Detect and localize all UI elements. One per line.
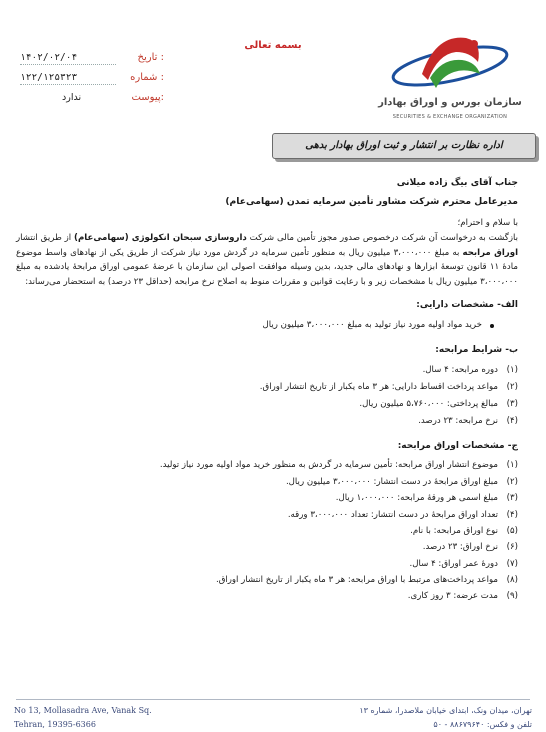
item-number: (۳) — [506, 493, 518, 504]
section-a-title: الف- مشخصات دارایی: — [416, 299, 518, 310]
item-text: موضوع انتشار اوراق مرابحه: تأمین سرمایه در گردش به منظور خرید مواد اولیه مورد نیاز تولید. — [159, 460, 498, 471]
list-item — [16, 573, 518, 589]
list-item — [16, 414, 518, 431]
item-number: (۸) — [506, 575, 518, 586]
date-value: ۱۴۰۲/۰۲/۰۴ — [20, 52, 78, 63]
instrument-name: اوراق مرابحه — [462, 247, 519, 258]
list-item — [16, 458, 518, 474]
footer-address-en-line2: Tehran, 19395-6366 — [14, 720, 96, 729]
list-item — [16, 540, 518, 556]
item-number: (۱) — [506, 460, 518, 471]
section-b-title: ب- شرایط مرابحه: — [435, 345, 518, 356]
logo-name: سازمان بورس و اوراق بهادار — [378, 97, 522, 108]
addressee-name: جناب آقای بیگ زاده میلانی — [396, 177, 518, 188]
item-number: (۹) — [506, 591, 518, 602]
main-paragraph — [16, 231, 518, 290]
list-item — [16, 397, 518, 414]
seo-logo — [370, 22, 530, 122]
department-title: اداره نظارت بر انتشار و ثبت اوراق بهادار بدهی — [272, 133, 536, 159]
number-row — [14, 72, 164, 92]
item-number: (۷) — [506, 558, 518, 569]
item-text: مواعد پرداخت‌های مرتبط با اوراق مرابحه: هر ۳ ماه یکبار از تاریخ انتشار اوراق. — [215, 575, 498, 586]
attachment-value: ندارد — [62, 92, 82, 103]
date-row — [14, 52, 164, 72]
logo-name-en: SECURITIES & EXCHANGE ORGANIZATION — [392, 114, 508, 120]
item-number: (۳) — [506, 398, 518, 409]
item-text: مبلغ اوراق مرابحهٔ در دست انتشار: ۳،۰۰۰،۰۰۰ میلیون ریال. — [285, 476, 498, 487]
paragraph-part: به مبلغ ۳،۰۰۰،۰۰۰ میلیون ریال به منظور تأمین سرمایه در گردش مورد نیاز شرکت از طریق یکی از نهادهای واسط موضوع مادهٔ ۱۱ قانون توسعهٔ ابزارها و نهادهای مالی جدید، بدین وسیله موافقت اصولی این سازمان با عرضهٔ عمومی اوراق مرابحهٔ یادشده به مبلغ ۳،۰۰۰،۰۰۰ میلیون ریال با مشخصات زیر و با رعایت قوانین و مقررات منوط به اصلاح نرخ مرابحه (حداقل ۲۳ درصد) به استحضار می‌رساند: — [16, 247, 518, 288]
date-label: تاریخ : — [137, 52, 164, 63]
paragraph-part: از طریق انتشار — [16, 232, 72, 243]
addressee-title: مدیرعامل محترم شرکت مشاور تأمین سرمایه تمدن (سهامی‌عام) — [225, 195, 518, 207]
letter-meta — [14, 52, 164, 112]
list-item — [16, 475, 518, 491]
item-number: (۴) — [506, 509, 518, 520]
dotted-line — [20, 84, 116, 85]
section-c-title: ج- مشخصات اوراق مرابحه: — [397, 440, 518, 451]
paragraph-part: بازگشت به درخواست آن شرکت درخصوص صدور مجوز تأمین مالی شرکت — [249, 232, 518, 243]
bond-specs-list — [16, 458, 518, 606]
footer-address-en-line1: No 13, Mollasadra Ave, Vanak Sq. — [14, 706, 152, 715]
footer-divider — [16, 699, 530, 700]
greeting: با سلام و احترام؛ — [457, 218, 518, 229]
bismillah: بسمه تعالی — [244, 40, 302, 51]
attachment-row — [14, 92, 164, 112]
item-number: (۴) — [506, 415, 518, 426]
item-text: مدت عرضه: ۳ روز کاری. — [407, 591, 498, 602]
list-item — [16, 508, 518, 524]
item-text: دورهٔ عمر اوراق: ۴ سال. — [409, 558, 498, 569]
footer-phone: تلفن و فکس: ۸۸۶۷۹۶۴۰ - ۵۰ — [433, 720, 532, 729]
murabaha-terms-list — [16, 363, 518, 431]
dotted-line — [20, 64, 116, 65]
item-number: (۶) — [506, 542, 518, 553]
item-text: مواعد پرداخت اقساط دارایی: هر ۳ ماه یکبار از تاریخ انتشار اوراق. — [259, 381, 498, 392]
list-item — [16, 557, 518, 573]
list-item — [16, 524, 518, 540]
item-text: نوع اوراق مرابحه: با نام. — [410, 525, 498, 536]
number-label: شماره : — [130, 72, 164, 83]
list-item — [16, 380, 518, 397]
item-number: (۲) — [506, 476, 518, 487]
number-value: ۱۲۲/۱۲۵۳۲۳ — [20, 72, 78, 83]
item-text: دوره مرابحه: ۴ سال. — [422, 364, 498, 375]
seo-logo-icon — [370, 22, 530, 98]
company-name: داروسازی سبحان انکولوژی (سهامی‌عام) — [74, 232, 247, 243]
footer-address-en — [14, 704, 152, 732]
footer-address-fa-line1: تهران، میدان ونک، ابتدای خیابان ملاصدرا، شماره ۱۳ — [359, 706, 532, 715]
item-text: تعداد اوراق مرابحهٔ در دست انتشار: تعداد ۳،۰۰۰،۰۰۰ ورقه. — [287, 509, 498, 520]
footer-address-fa — [359, 704, 532, 732]
attachment-label: پیوست: — [131, 92, 164, 103]
item-number: (۵) — [506, 525, 518, 536]
list-item — [16, 363, 518, 380]
asset-bullet: خرید مواد اولیه مورد نیاز تولید به مبلغ ۳،۰۰۰،۰۰۰ میلیون ریال — [16, 318, 518, 333]
letter-body — [16, 176, 518, 606]
item-number: (۲) — [506, 381, 518, 392]
list-item — [16, 589, 518, 605]
item-text: مبالغ پرداختی: ۵،۷۶۰،۰۰۰ میلیون ریال. — [359, 398, 498, 409]
item-text: نرخ مرابحه: ۲۳ درصد. — [418, 415, 498, 426]
item-text: نرخ اوراق: ۲۳ درصد. — [422, 542, 498, 553]
item-text: مبلغ اسمی هر ورقهٔ مرابحه: ۱،۰۰۰،۰۰۰ ریال. — [335, 493, 498, 504]
list-item — [16, 491, 518, 507]
item-number: (۱) — [506, 364, 518, 375]
